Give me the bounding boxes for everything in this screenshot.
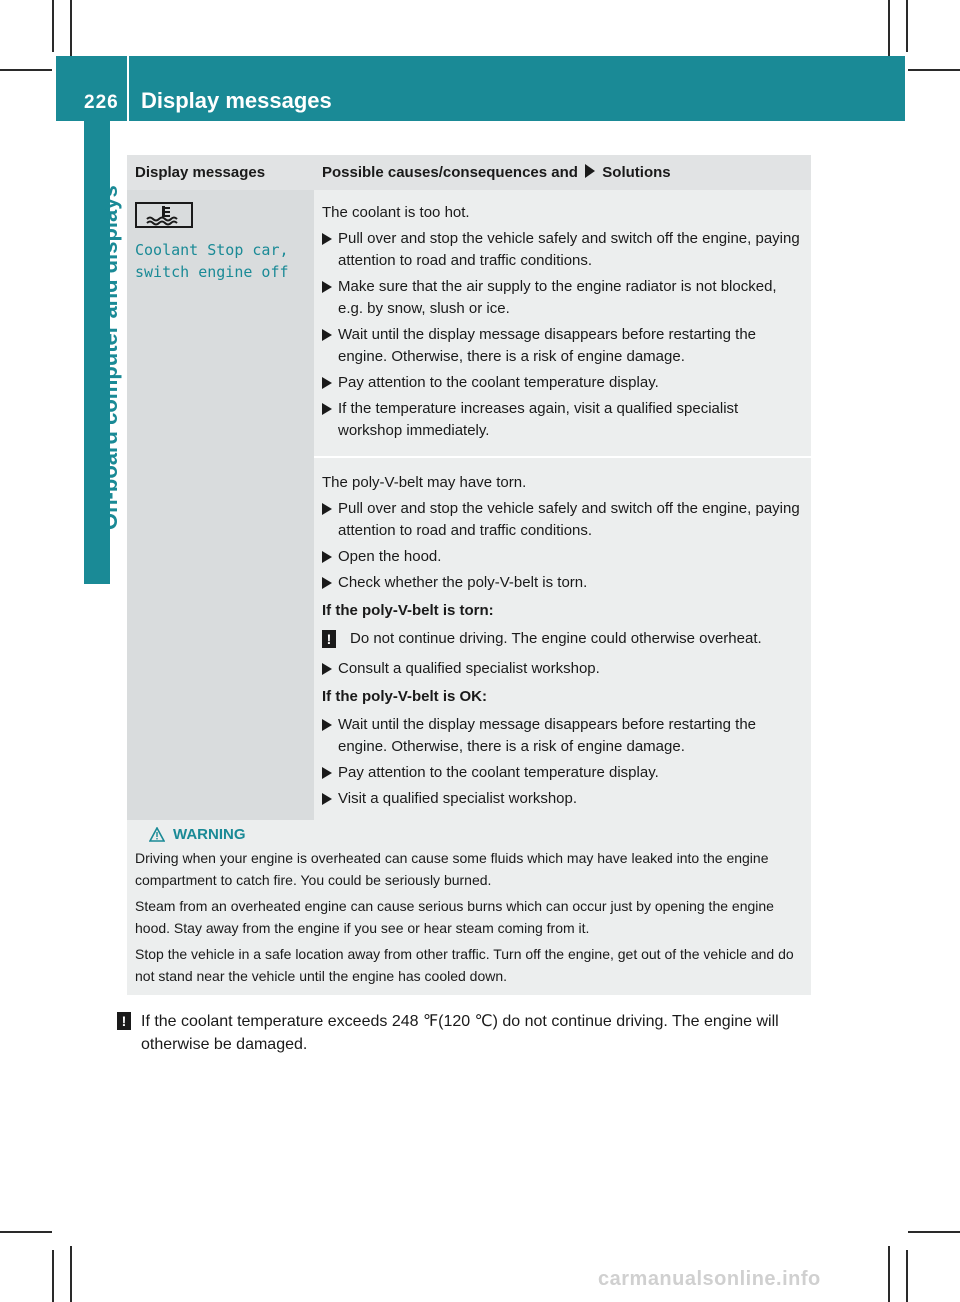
display-message-text: Coolant Stop car, switch engine off <box>135 241 289 281</box>
page-number: 226 <box>84 92 119 113</box>
step-text: Make sure that the air supply to the engine radiator is not blocked, e.g. by snow, slush or ice. <box>338 278 777 317</box>
crop-mark <box>70 1246 72 1302</box>
cause-text: The poly-V-belt may have torn. <box>322 474 527 491</box>
table-row <box>127 190 811 824</box>
solution-step <box>322 372 803 394</box>
crop-mark <box>906 1250 908 1302</box>
step-text: Visit a qualified specialist workshop. <box>338 790 578 807</box>
column-header-causes: Possible causes/consequences and <box>322 164 578 181</box>
step-text: If the temperature increases again, visit a qualified specialist workshop immediately. <box>338 400 739 439</box>
step-text: Pull over and stop the vehicle safely and switch off the engine, paying attention to road and traffic conditions. <box>338 500 800 539</box>
watermark: carmanualsonline.info <box>598 1268 821 1290</box>
display-message-cell <box>127 190 314 824</box>
solution-step <box>322 276 803 320</box>
arrow-right-icon <box>584 164 596 178</box>
solution-block-belt <box>314 456 811 824</box>
solution-step <box>322 714 803 758</box>
note-text: Do not continue driving. The engine could otherwise overheat. <box>350 630 762 647</box>
column-header-solutions-label: Solutions <box>602 164 671 181</box>
warning-title <box>149 826 803 843</box>
crop-mark <box>908 1231 960 1233</box>
crop-mark <box>908 69 960 71</box>
bottom-caution <box>117 1004 817 1064</box>
solution-block-coolant <box>314 190 811 456</box>
step-arrow-icon <box>322 577 332 589</box>
warning-paragraph: Driving when your engine is overheated can cause some fluids which may have leaked into the engine compartment to catch fire. You could be seriously burned. <box>135 850 769 888</box>
crop-mark <box>906 0 908 52</box>
solution-step <box>322 762 803 784</box>
note-text: If the coolant temperature exceeds 248 ℉(120 ℃) do not continue driving. The engine will otherwise be damaged. <box>141 1013 779 1053</box>
display-messages-table <box>127 155 811 824</box>
step-arrow-icon <box>322 793 332 805</box>
solution-step <box>322 658 803 680</box>
crop-mark <box>888 1246 890 1302</box>
crop-mark <box>52 1250 54 1302</box>
coolant-temperature-icon <box>135 202 193 228</box>
solution-step <box>322 788 803 810</box>
step-text: Consult a qualified specialist workshop. <box>338 660 600 677</box>
warning-triangle-icon <box>149 827 165 842</box>
step-arrow-icon <box>322 403 332 415</box>
step-arrow-icon <box>322 719 332 731</box>
caution-note <box>322 628 803 650</box>
step-arrow-icon <box>322 663 332 675</box>
cause-text: The coolant is too hot. <box>322 204 470 221</box>
solution-step <box>322 498 803 542</box>
step-text: Check whether the poly-V-belt is torn. <box>338 574 588 591</box>
page-title: Display messages <box>141 88 332 113</box>
step-arrow-icon <box>322 767 332 779</box>
subheading-belt-ok: If the poly-V-belt is OK: <box>322 688 488 705</box>
crop-mark <box>0 69 52 71</box>
step-text: Pull over and stop the vehicle safely and switch off the engine, paying attention to road and traffic conditions. <box>338 230 800 269</box>
step-text: Pay attention to the coolant temperature display. <box>338 374 659 391</box>
crop-mark <box>0 1231 52 1233</box>
exclamation-icon: ! <box>117 1012 131 1030</box>
subheading-belt-torn: If the poly-V-belt is torn: <box>322 602 494 619</box>
solution-step <box>322 324 803 368</box>
warning-title-text: WARNING <box>173 826 246 843</box>
column-header-display-messages: Display messages <box>135 164 266 181</box>
caution-note <box>117 1010 817 1056</box>
exclamation-icon: ! <box>322 630 336 648</box>
warning-box <box>127 820 811 995</box>
step-text: Wait until the display message disappears before restarting the engine. Otherwise, there is a risk of engine damage. <box>338 716 757 755</box>
crop-mark <box>52 0 54 52</box>
step-arrow-icon <box>322 233 332 245</box>
solution-step <box>322 572 803 594</box>
table-header <box>127 155 811 190</box>
solution-step <box>322 398 803 442</box>
crop-mark <box>70 0 72 56</box>
step-arrow-icon <box>322 503 332 515</box>
solution-step <box>322 546 803 568</box>
warning-paragraph: Steam from an overheated engine can cause serious burns which can occur just by opening the engine hood. Stay away from the engine if you see or hear steam coming from it. <box>135 898 774 936</box>
column-header-solutions <box>314 155 811 190</box>
step-arrow-icon <box>322 377 332 389</box>
step-text: Open the hood. <box>338 548 442 565</box>
solutions-cell <box>314 190 811 824</box>
step-text: Pay attention to the coolant temperature display. <box>338 764 659 781</box>
header-divider <box>127 56 129 121</box>
section-label: On-board computer and displays <box>97 185 122 530</box>
solution-step <box>322 228 803 272</box>
step-text: Wait until the display message disappears before restarting the engine. Otherwise, there is a risk of engine damage. <box>338 326 757 365</box>
step-arrow-icon <box>322 329 332 341</box>
crop-mark <box>888 0 890 56</box>
warning-paragraph: Stop the vehicle in a safe location away from other traffic. Turn off the engine, get out of the vehicle and do not stand near the vehicle until the engine has cooled down. <box>135 946 794 984</box>
step-arrow-icon <box>322 551 332 563</box>
step-arrow-icon <box>322 281 332 293</box>
